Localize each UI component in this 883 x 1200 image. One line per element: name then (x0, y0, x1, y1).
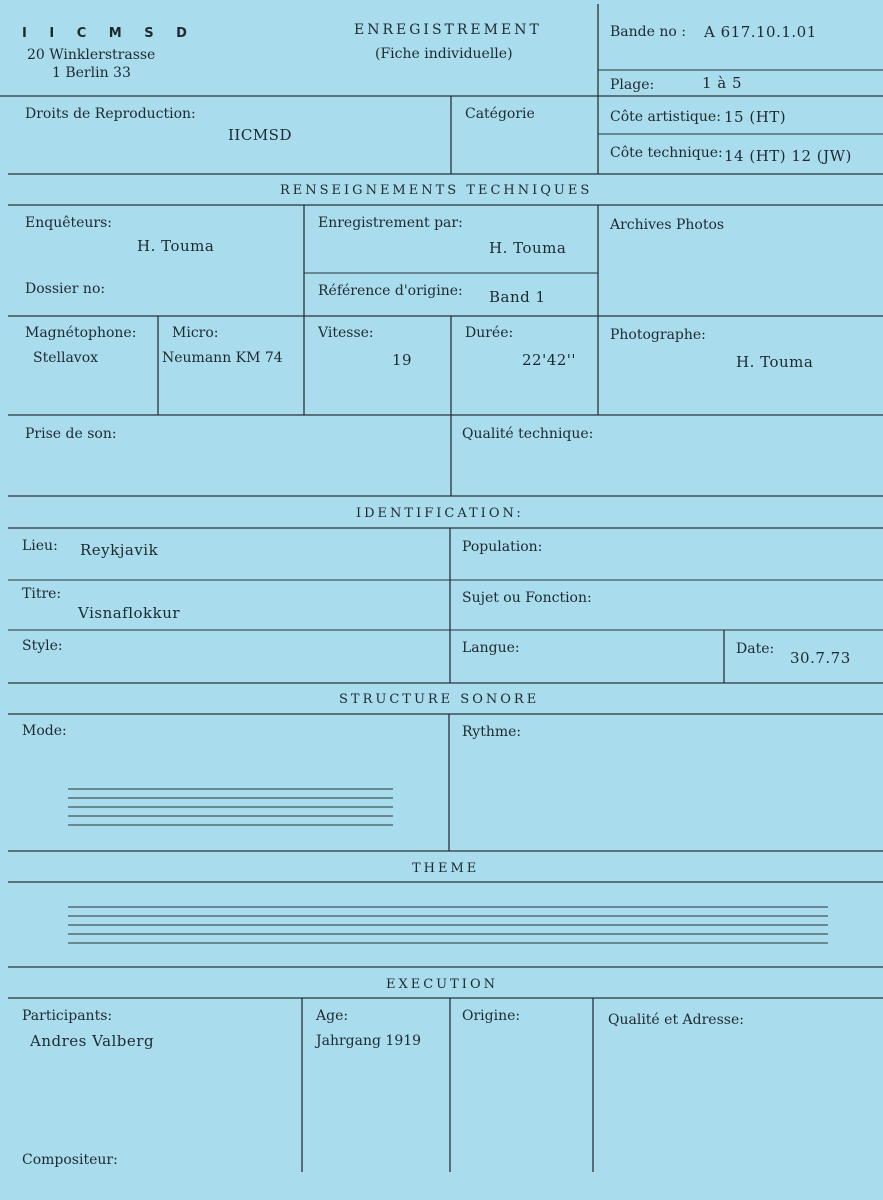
vitesse-label: Vitesse: (318, 325, 374, 341)
duree-label: Durée: (465, 325, 514, 341)
prise-de-son-label: Prise de son: (25, 426, 117, 442)
section-theme: THEME (412, 861, 480, 876)
qualite-adresse-label: Qualité et Adresse: (608, 1012, 744, 1028)
cote-technique-label: Côte technique: (610, 145, 723, 161)
org-name: I I C M S D (22, 26, 196, 41)
enqueteurs-label: Enquêteurs: (25, 215, 113, 231)
population-label: Population: (462, 539, 543, 555)
date-value: 30.7.73 (790, 649, 851, 667)
micro-value: Neumann KM 74 (162, 350, 283, 366)
magnetophone-value: Stellavox (33, 350, 99, 366)
lieu-value: Reykjavik (80, 541, 159, 559)
age-label: Age: (316, 1008, 349, 1024)
origine-label: Origine: (462, 1008, 521, 1024)
date-label: Date: (736, 641, 775, 657)
enqueteurs-value: H. Touma (137, 237, 215, 255)
micro-label: Micro: (172, 325, 219, 341)
sujet-label: Sujet ou Fonction: (462, 590, 592, 606)
titre-value: Visnaflokkur (78, 604, 181, 622)
bande-value: A 617.10.1.01 (704, 23, 817, 41)
lieu-label: Lieu: (22, 538, 58, 554)
plage-label: Plage: (610, 77, 655, 93)
org-street: 20 Winklerstrasse (27, 47, 156, 63)
photographe-label: Photographe: (610, 327, 706, 343)
vitesse-value: 19 (392, 351, 413, 369)
style-label: Style: (22, 638, 63, 654)
categorie-label: Catégorie (465, 106, 535, 122)
langue-label: Langue: (462, 640, 520, 656)
section-technique: RENSEIGNEMENTS TECHNIQUES (280, 183, 593, 198)
section-execution: EXECUTION (386, 977, 498, 992)
magnetophone-label: Magnétophone: (25, 325, 137, 341)
droits-label: Droits de Reproduction: (25, 106, 196, 122)
duree-value: 22'42'' (522, 351, 577, 369)
reference-label: Référence d'origine: (318, 283, 463, 299)
photographe-value: H. Touma (736, 353, 814, 371)
rythme-label: Rythme: (462, 724, 522, 740)
titre-label: Titre: (22, 586, 62, 602)
archives-label: Archives Photos (610, 217, 725, 233)
mode-label: Mode: (22, 723, 67, 739)
dossier-label: Dossier no: (25, 281, 106, 297)
cote-technique-value: 14 (HT) 12 (JW) (724, 147, 852, 165)
age-value: Jahrgang 1919 (316, 1033, 422, 1049)
cote-artistique-value: 15 (HT) (724, 108, 787, 126)
compositeur-label: Compositeur: (22, 1152, 118, 1168)
bande-label: Bande no : (610, 24, 686, 40)
participants-value: Andres Valberg (30, 1032, 155, 1050)
form-title: ENREGISTREMENT (354, 22, 542, 38)
enregistrement-par-label: Enregistrement par: (318, 215, 463, 231)
org-city: 1 Berlin 33 (52, 65, 131, 81)
enregistrement-par-value: H. Touma (489, 239, 567, 257)
qualite-technique-label: Qualité technique: (462, 426, 594, 442)
section-identification: IDENTIFICATION: (356, 506, 524, 521)
participants-label: Participants: (22, 1008, 113, 1024)
section-structure: STRUCTURE SONORE (339, 692, 540, 707)
droits-value: IICMSD (228, 126, 292, 144)
form-subtitle: (Fiche individuelle) (375, 46, 513, 62)
cote-artistique-label: Côte artistique: (610, 109, 721, 125)
reference-value: Band 1 (489, 288, 546, 306)
plage-value: 1 à 5 (702, 74, 743, 92)
